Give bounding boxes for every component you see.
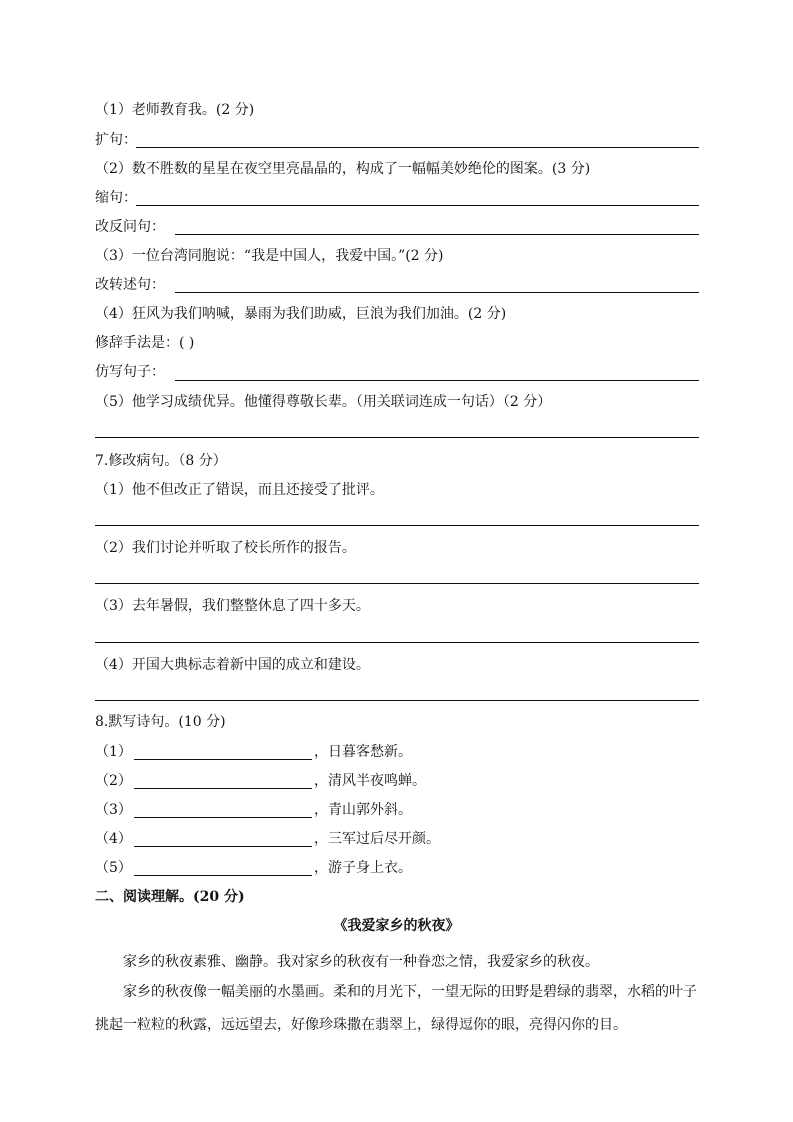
- essay-title: 《我爱家乡的秋夜》: [333, 918, 460, 934]
- q7-item-2: （2）我们讨论并听取了校长所作的报告。: [95, 540, 356, 556]
- poem-blank[interactable]: [134, 846, 312, 847]
- q8-title: 8.默写诗句。(10 分): [95, 714, 226, 730]
- poem-item-number: （3）: [95, 802, 132, 818]
- q6-item-4: （4）狂风为我们呐喊，暴雨为我们助威，巨浪为我们加油。(2 分): [95, 306, 507, 322]
- section-title: 二、阅读理解。(20 分): [95, 889, 245, 905]
- imitate-sentence-label: 仿写句子：: [95, 364, 165, 380]
- q7-item-3: （3）去年暑假，我们整整休息了四十多天。: [95, 598, 370, 614]
- answer-line[interactable]: [136, 147, 699, 148]
- shorten-sentence-label: 缩句：: [95, 190, 137, 206]
- answer-line[interactable]: [175, 380, 699, 381]
- essay-paragraph: 家乡的秋夜素雅、幽静。我对家乡的秋夜有一种眷恋之情，我爱家乡的秋夜。: [123, 954, 599, 970]
- q6-item-5: （5）他学习成绩优异。他懂得尊敬长辈。（用关联词连成一句话）（2 分）: [95, 394, 552, 410]
- answer-line[interactable]: [136, 205, 699, 206]
- answer-line[interactable]: [95, 700, 699, 701]
- answer-line[interactable]: [95, 642, 699, 643]
- poem-item-number: （5）: [95, 860, 132, 876]
- poem-item-number: （1）: [95, 744, 132, 760]
- rhetorical-question-label: 改反问句：: [95, 219, 165, 235]
- answer-line[interactable]: [95, 437, 699, 438]
- indirect-speech-label: 改转述句：: [95, 277, 165, 293]
- q7-item-4: （4）开国大典标志着新中国的成立和建设。: [95, 657, 370, 673]
- rhetoric-label: 修辞手法是：( ): [95, 335, 195, 351]
- answer-line[interactable]: [175, 234, 699, 235]
- poem-item-text: ，清风半夜鸣蝉。: [314, 773, 426, 789]
- q6-item-3: （3）一位台湾同胞说：“我是中国人，我爱中国。”(2 分): [95, 248, 444, 264]
- poem-blank[interactable]: [134, 759, 312, 760]
- poem-item-text: ，三军过后尽开颜。: [314, 831, 440, 847]
- q6-item-1: （1）老师教育我。(2 分): [95, 102, 255, 118]
- poem-blank[interactable]: [134, 788, 312, 789]
- expand-sentence-label: 扩句：: [95, 132, 137, 148]
- poem-item-text: ，日暮客愁新。: [314, 744, 412, 760]
- poem-blank[interactable]: [134, 875, 312, 876]
- poem-item-number: （2）: [95, 773, 132, 789]
- answer-line[interactable]: [95, 583, 699, 584]
- q7-item-1: （1）他不但改正了错误，而且还接受了批评。: [95, 482, 384, 498]
- poem-item-text: ，游子身上衣。: [314, 860, 412, 876]
- answer-line[interactable]: [175, 292, 699, 293]
- poem-item-number: （4）: [95, 831, 132, 847]
- answer-line[interactable]: [95, 525, 699, 526]
- poem-item-text: ，青山郭外斜。: [314, 802, 412, 818]
- poem-blank[interactable]: [134, 817, 312, 818]
- essay-paragraph: 家乡的秋夜像一幅美丽的水墨画。柔和的月光下，一望无际的田野是碧绿的翡翠，水稻的叶子挑起一粒粒的秋露，远远望去，好像珍珠撒在翡翠上，绿得逗你的眼，亮得闪你的目。: [95, 984, 697, 1033]
- q6-item-2: （2）数不胜数的星星在夜空里亮晶晶的，构成了一幅幅美妙绝伦的图案。(3 分): [95, 161, 591, 177]
- q7-title: 7.修改病句。（8 分）: [95, 453, 227, 469]
